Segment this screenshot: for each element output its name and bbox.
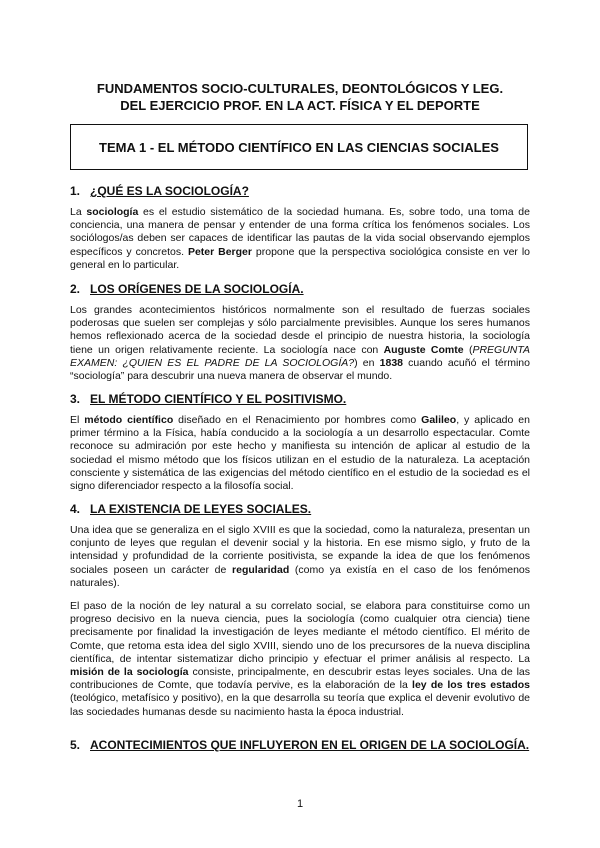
section-number: 3. bbox=[70, 392, 81, 406]
section-title: LOS ORÍGENES DE LA SOCIOLOGÍA. bbox=[90, 282, 304, 296]
section-2 bbox=[70, 282, 530, 383]
page-number: 1 bbox=[296, 798, 304, 810]
document-title-line-1: FUNDAMENTOS SOCIO-CULTURALES, DEONTOLÓGICOS Y LEG. bbox=[96, 81, 504, 96]
section-4 bbox=[70, 502, 530, 719]
section-number: 1. bbox=[70, 184, 81, 198]
section-title: LA EXISTENCIA DE LEYES SOCIALES. bbox=[90, 502, 312, 516]
topic-box bbox=[70, 124, 528, 170]
document-title-line-2: DEL EJERCICIO PROF. EN LA ACT. FÍSICA Y EL DEPORTE bbox=[120, 98, 480, 113]
section-number: 5. bbox=[70, 738, 81, 752]
section-4-paragraph-2: El paso de la noción de ley natural a su correlato social, se elabora para constituirse como un progreso decisivo en la nueva ciencia, pues la sociología (como cualquier otra ciencia) tiene precisamente por finalidad la investigación de leyes mediante el método científico. El mérito de Comte, que retoma esta idea del siglo XVIII, siendo uno de los precursores de la nueva disciplina científica, de intentar sistematizar dicho principio y efectuar el primer análisis al respecto. La misión de la sociología consiste, principalmente, en descubrir estas leyes sociales. Una de las contribuciones de Comte, que todavía pervive, es la elaboración de la ley de los tres estados (teológico, metafísico y positivo), en la que desarrolla su teoría que explica el devenir evolutivo de las sociedades humanas desde su nacimiento hasta la época industrial. bbox=[70, 600, 531, 718]
section-number: 2. bbox=[70, 282, 81, 296]
section-1-paragraph: La sociología es el estudio sistemático de la sociedad humana. Es, sobre todo, una toma de conciencia, una manera de pensar y entender de una forma crítica los fenómenos sociales. Los sociólogos/as deben ser capaces de identificar las pautas de la vida social observando ejemplos específicos y concretos. Peter Berger propone que la perspectiva sociológica consiste en ver lo general en lo particular. bbox=[70, 206, 531, 271]
section-2-heading bbox=[70, 282, 530, 296]
section-title: ¿QUÉ ES LA SOCIOLOGÍA? bbox=[90, 184, 249, 198]
section-4-paragraph-1: Una idea que se generaliza en el siglo XVIII es que la sociedad, como la naturaleza, presentan un conjunto de leyes que regulan el devenir social y la historia. En ese mismo siglo, y fruto de la intensidad y profundidad de la corriente positivista, se expande la idea de que los fenómenos sociales poseen un carácter de regularidad (como ya existía en el caso de los fenómenos naturales). bbox=[70, 524, 530, 589]
document-title bbox=[70, 80, 530, 114]
section-2-paragraph: Los grandes acontecimientos históricos normalmente son el resultado de fuerzas sociales poderosas que suelen ser complejas y sólo parcialmente previsibles. Aunque los seres humanos hemos reflexionado acerca de la sociedad desde el principio de nuestra historia, la sociología tiene un origen relativamente reciente. La sociología nace con Auguste Comte (PREGUNTA EXAMEN: ¿QUIEN ES EL PADRE DE LA SOCIOLOGÍA?) en 1838 cuando acuñó el término “sociología” para descubrir una nueva manera de observar el mundo. bbox=[70, 304, 531, 383]
section-3 bbox=[70, 392, 530, 493]
section-5-heading bbox=[70, 738, 530, 753]
topic-title: TEMA 1 - EL MÉTODO CIENTÍFICO EN LAS CIENCIAS SOCIALES bbox=[99, 139, 499, 155]
section-number: 4. bbox=[70, 502, 81, 516]
section-1 bbox=[70, 184, 530, 272]
section-title: ACONTECIMIENTOS QUE INFLUYERON EN EL ORIGEN DE LA SOCIOLOGÍA. bbox=[90, 738, 530, 752]
section-3-paragraph: El método científico diseñado en el Renacimiento por hombres como Galileo, y aplicado en primer término a la Física, había conducido a la sociología a un desarrollo espectacular. Comte reconoce su admiración por este hecho y manifiesta su intención de aplicar al estudio de la sociedad el mismo método que los físicos utilizan en el estudio de la naturaleza. La aceptación consciente y sistemática de las exigencias del método científico en el estudio de la sociedad es el signo diferenciador respecto a la filosofía social. bbox=[70, 414, 530, 493]
section-1-heading bbox=[70, 184, 530, 198]
section-4-heading bbox=[70, 502, 530, 516]
section-5 bbox=[70, 738, 530, 761]
section-3-heading bbox=[70, 392, 530, 406]
section-title: EL MÉTODO CIENTÍFICO Y EL POSITIVISMO. bbox=[90, 392, 347, 406]
